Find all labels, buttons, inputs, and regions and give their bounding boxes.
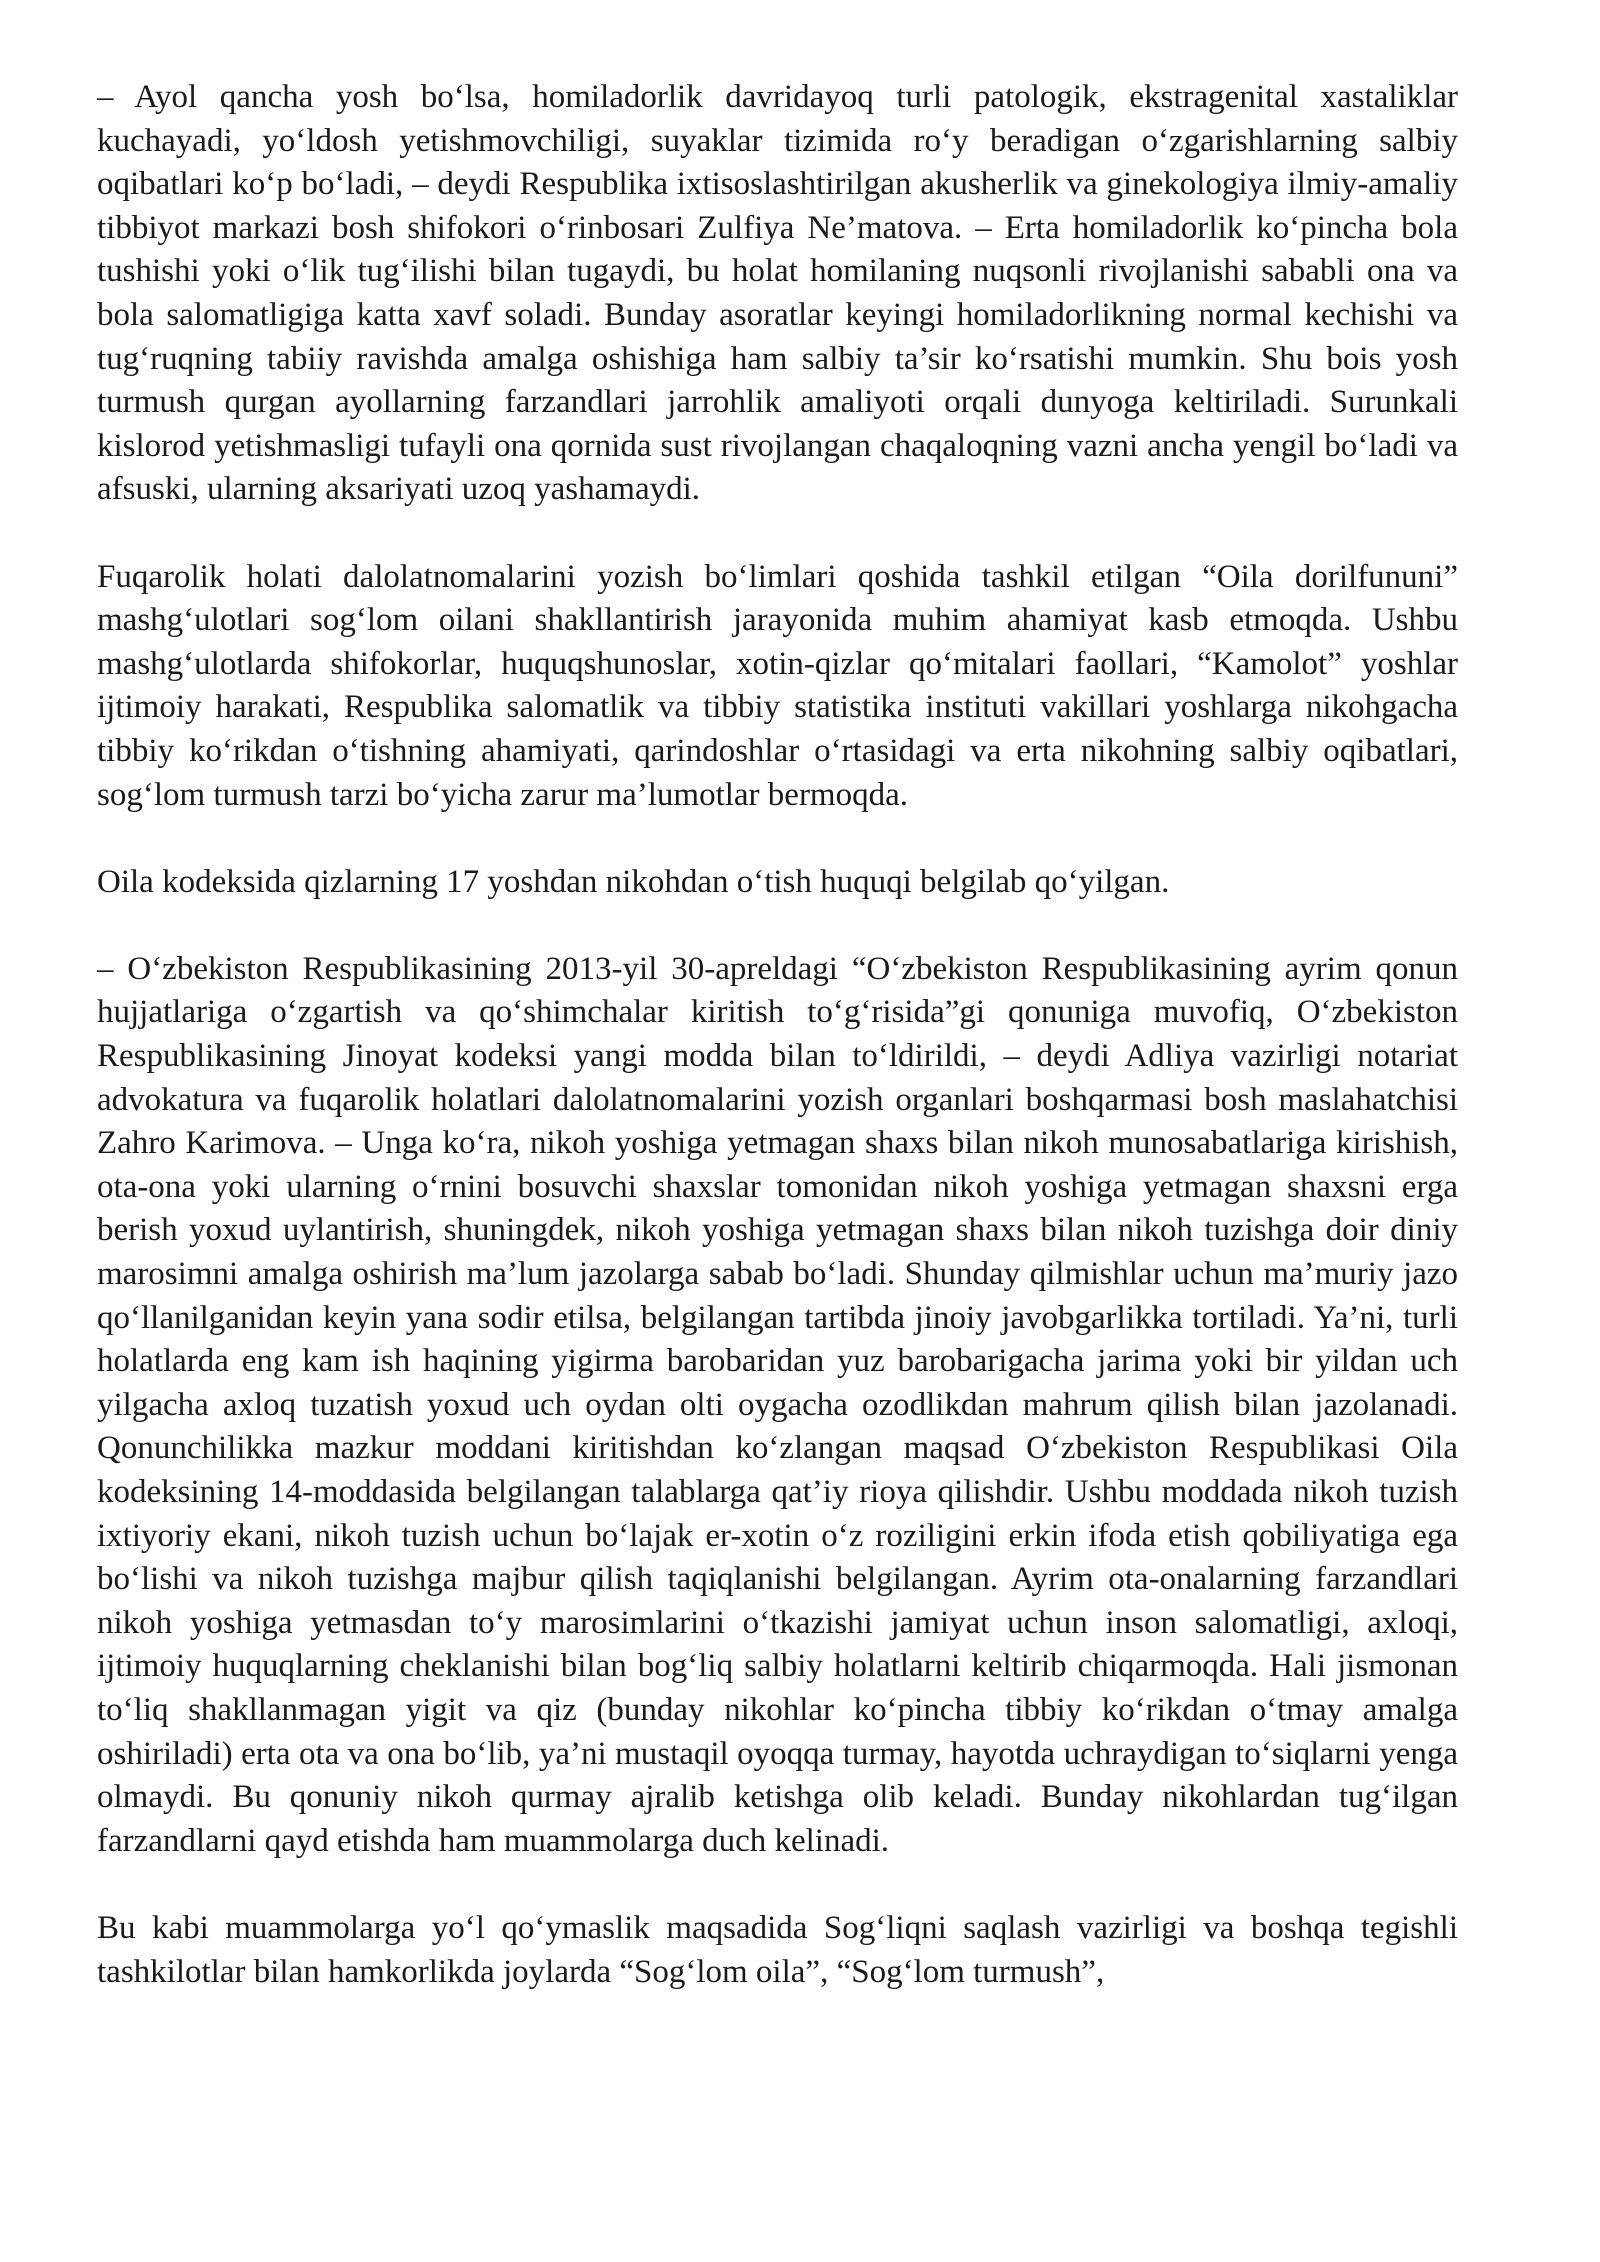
paragraph-4: – O‘zbekiston Respublikasining 2013-yil 30-apreldagi “O‘zbekiston Respublikasining ayrim qonun hujjatlariga o‘zgartish va qo‘shimchalar kiritish to‘g‘risida”gi qonuniga muvofiq, O‘zbekiston Respublikasining Jinoyat kodeksi yangi modda bilan to‘ldirildi, – deydi Adliya vazirligi notariat advokatura va fuqarolik holatlari dalolatnomalarini yozish organlari boshqarmasi bosh maslahatchisi Zahro Karimova. – Unga ko‘ra, nikoh yoshiga yetmagan shaxs bilan nikoh munosabatlariga kirishish, ota-ona yoki ularning o‘rnini bosuvchi shaxslar tomonidan nikoh yoshiga yetmagan shaxsni erga berish yoxud uylantirish, shuningdek, nikoh yoshiga yetmagan shaxs bilan nikoh tuzishga doir diniy marosimni amalga oshirish ma’lum jazolarga sabab bo‘ladi. Shunday qilmishlar uchun ma’muriy jazo qo‘llanilganidan keyin yana sodir etilsa, belgilangan tartibda jinoiy javobgarlikka tortiladi. Ya’ni, turli holatlarda eng kam ish haqining yigirma barobaridan yuz barobarigacha jarima yoki bir yildan uch yilgacha axloq tuzatish yoxud uch oydan olti oygacha ozodlikdan mahrum qilish bilan jazolanadi. Qonunchilikka mazkur moddani kiritishdan ko‘zlangan maqsad O‘zbekiston Respublikasi Oila kodeksining 14-moddasida belgilangan talablarga qat’iy rioya qilishdir. Ushbu moddada nikoh tuzish ixtiyoriy ekani, nikoh tuzish uchun bo‘lajak er-xotin o‘z roziligini erkin ifoda etish qobiliyatiga ega bo‘lishi va nikoh tuzishga majbur qilish taqiqlanishi belgilangan. Ayrim ota-onalarning farzandlari nikoh yoshiga yetmasdan to‘y marosimlarini o‘tkazishi jamiyat uchun inson salomatligi, axloqi, ijtimoiy huquqlarning cheklanishi bilan bog‘liq salbiy holatlarni keltirib chiqarmoqda. Hali jismonan to‘liq shakllanmagan yigit va qiz (bunday nikohlar ko‘pincha tibbiy ko‘rikdan o‘tmay amalga oshiriladi) erta ota va ona bo‘lib, ya’ni mustaqil oyoqqa turmay, hayotda uchraydigan to‘siqlarni yenga olmaydi. Bu qonuniy nikoh qurmay ajralib ketishga olib keladi. Bunday nikohlardan tug‘ilgan farzandlarni qayd etishda ham muammolarga duch kelinadi.	[97, 950, 1458, 1859]
paragraph-2: Fuqarolik holati dalolatnomalarini yozish bo‘limlari qoshida tashkil etilgan “Oila dorilfununi” mashg‘ulotlari sog‘lom oilani shakllantirish jarayonida muhim ahamiyat kasb etmoqda. Ushbu mashg‘ulotlarda shifokorlar, huquqshunoslar, xotin-qizlar qo‘mitalari faollari, “Kamolot” yoshlar ijtimoiy harakati, Respublika salomatlik va tibbiy statistika instituti vakillari yoshlarga nikohgacha tibbiy ko‘rikdan o‘tishning ahamiyati, qarindoshlar o‘rtasidagi va erta nikohning salbiy oqibatlari, sog‘lom turmush tarzi bo‘yicha zarur ma’lumotlar bermoqda.	[97, 558, 1458, 813]
paragraph-1: – Ayol qancha yosh bo‘lsa, homiladorlik davridayoq turli patologik, ekstragenital xastaliklar kuchayadi, yo‘ldosh yetishmovchiligi, suyaklar tizimida ro‘y beradigan o‘zgarishlarning salbiy oqibatlari ko‘p bo‘ladi, – deydi Respublika ixtisoslashtirilgan akusherlik va ginekologiya ilmiy-amaliy tibbiyot markazi bosh shifokori o‘rinbosari Zulfiya Ne’matova. – Erta homiladorlik ko‘pincha bola tushishi yoki o‘lik tug‘ilishi bilan tugaydi, bu holat homilaning nuqsonli rivojlanishi sababli ona va bola salomatligiga katta xavf soladi. Bunday asoratlar keyingi homiladorlikning normal kechishi va tug‘ruqning tabiiy ravishda amalga oshishiga ham salbiy ta’sir ko‘rsatishi mumkin. Shu bois yosh turmush qurgan ayollarning farzandlari jarrohlik amaliyoti orqali dunyoga keltiriladi. Surunkali kislorod yetishmasligi tufayli ona qornida sust rivojlangan chaqaloqning vazni ancha yengil bo‘ladi va afsuski, ularning aksariyati uzoq yashamaydi.	[97, 79, 1458, 508]
paragraph-5: Bu kabi muammolarga yo‘l qo‘ymaslik maqsadida Sog‘liqni saqlash vazirligi va boshqa tegishli tashkilotlar bilan hamkorlikda joylarda “Sog‘lom oila”, “Sog‘lom turmush”,	[97, 1909, 1458, 1990]
paragraph-3: Oila kodeksida qizlarning 17 yoshdan nikohdan o‘tish huquqi belgilab qo‘yilgan.	[97, 863, 1170, 900]
document-page	[97, 76, 1458, 2038]
